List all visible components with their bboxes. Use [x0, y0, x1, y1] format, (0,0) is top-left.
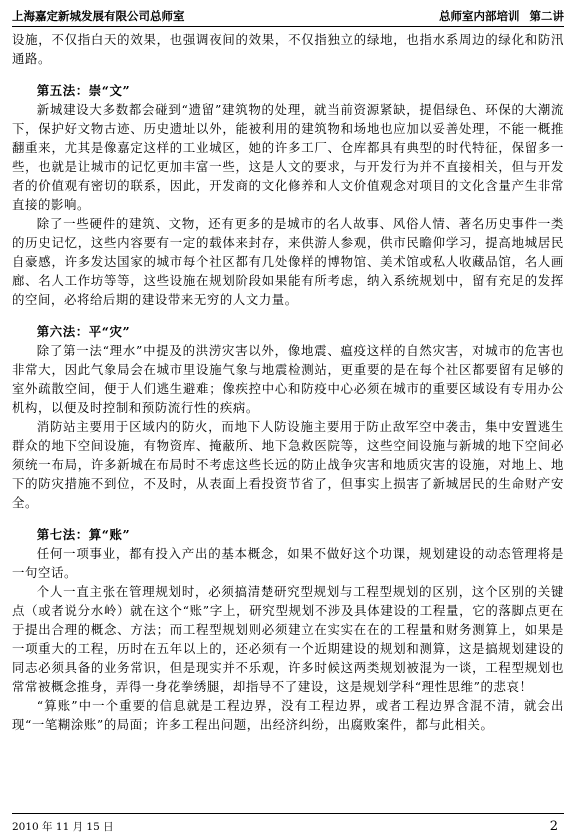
page-footer — [12, 813, 564, 834]
section-5 — [12, 81, 564, 309]
section-title: 第六法：平“灾” — [36, 324, 131, 339]
paragraph: 消防站主要用于区域内的防火，而地下人防设施主要用于防止敌军空中袭击，集中安置逃生群众的地下空间设施，有物资库、掩蔽所、地下急救医院等，这些空间设施与新城的地下空间必须统一布局，许多新城在布局时不考虑这些长远的防止战争灾害和地质灾害的设施，对地上、地下的防灾措施不到位，不及时，从表面上看投资节省了，但事实上损害了新城居民的生命财产安全。 — [12, 419, 564, 510]
section-6 — [12, 322, 564, 512]
section-title: 第五法：崇“文” — [36, 83, 131, 98]
page-header — [12, 4, 564, 27]
paragraph: 新城建设大多数都会碰到“遗留”建筑物的处理，就当前资源紧缺，提倡绿色、环保的大潮流下，保护好文物古迹、历史遗址以外，能被利用的建筑物和场地也应加以妥善处理，不能一概推翻重来，尤其是像嘉定这样的工业城区，她的许多工厂、仓库都具有典型的时代特征，保留多一些，也就是让城市的记忆更加丰富一些，这是人文的要求，与开发行为并不直接相关，但与开发者的价值观有密切的联系，因此，开发商的文化修养和人文价值观念对项目的文化含量产生非常直接的影响。 — [12, 102, 564, 212]
header-company: 上海嘉定新城发展有限公司总师室 — [12, 9, 185, 23]
paragraph: 除了一些硬件的建筑、文物，还有更多的是城市的名人故事、风俗人情、著名历史事件一类的历史记忆，这些内容要有一定的载体来封存，来供游人参观，供市民瞻仰学习，提高地城居民自豪感，许多发达国家的城市每个社区都有几处像样的博物馆、美术馆或私人收藏品馆，名人画廊、名人工作坊等等，这些设施在规划阶段如果能有所考虑，纳入系统规划中，留有充足的发挥的空间，必将给后期的建设带来无穷的人文力量。 — [12, 216, 564, 307]
paragraph: 任何一项事业，都有投入产出的基本概念，如果不做好这个功课，规划建设的动态管理将是一句空话。 — [12, 546, 564, 580]
header-right — [433, 8, 564, 24]
page-number: 2 — [549, 819, 558, 834]
paragraph: “算账”中一个重要的信息就是工程边界，没有工程边界，或者工程边界含混不清，就会出现“一笔糊涂账”的局面；许多工程出问题，出经济纠纷，出腐败案件，都与此相关。 — [12, 698, 564, 732]
intro-paragraph: 设施，不仅指白天的效果，也强调夜间的效果，不仅指独立的绿地，也指水系周边的绿化和防汛通路。 — [12, 32, 564, 66]
section-title: 第七法：算“账” — [36, 527, 131, 542]
header-lecture-number: 第二讲 — [529, 9, 564, 23]
section-7 — [12, 525, 564, 734]
paragraph: 个人一直主张在管理规划时，必须搞清楚研究型规划与工程型规划的区别，这个区别的关键点（或者说分水岭）就在这个“账”字上，研究型规划不涉及具体建设的工程量，它的落脚点更在于提出合理的概念、方法；而工程型规划则必须建立在实实在在的工程量和财务测算上，如果是一项重大的工程，历时在五年以上的，还必须有一个近期建设的规划和测算，这是搞规划建设的同志必须具备的业务常识，但是现实并不乐观，许多时候这两类规划被混为一谈，工程型规划也常常被概念推身，弄得一身花拳绣腿，却指导不了建设，这是规划学科“理性思维”的悲哀！ — [12, 584, 564, 694]
document-body — [12, 30, 564, 806]
footer-date: 2010 年 11 月 15 日 — [12, 821, 114, 833]
paragraph: 除了第一法“理水”中提及的洪涝灾害以外，像地震、瘟疫这样的自然灾害，对城市的危害也非常大，因此气象局会在城市里设施气象与地震检测站，更重要的是在每个社区都要留有足够的室外疏散空间，便于人们逃生避难；像疾控中心和防疫中心必须在城市的重要区域设有专用办公机构，以便及时控制和预防流行性的疾病。 — [12, 343, 564, 415]
header-training-title: 总师室内部培训 — [438, 9, 520, 23]
